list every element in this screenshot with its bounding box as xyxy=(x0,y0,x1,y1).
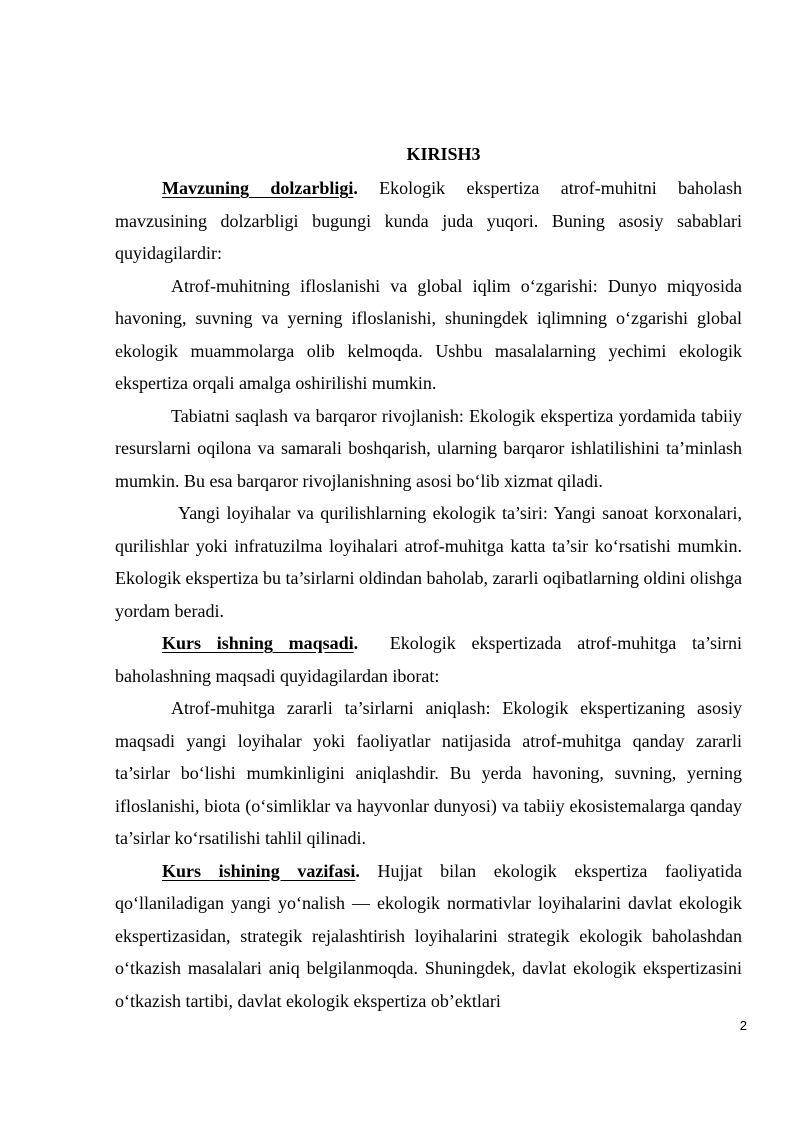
relevance-paragraph xyxy=(115,172,742,270)
new-projects-paragraph: Yangi loyihalar va qurilishlarning ekologik ta’siri: Yangi sanoat korxonalari, qurilishlar yoki infratuzilma loyihalari atrof-muhitga katta ta’sir ko‘rsatishi mumkin. Ekologik ekspertiza bu ta’sirlarni oldindan baholab, zararli oqibatlarning oldini olishga yordam beradi. xyxy=(115,503,742,621)
pollution-paragraph: Atrof-muhitning ifloslanishi va global iqlim o‘zgarishi: Dunyo miqyosida havoning, suvning va yerning ifloslanishi, shuningdek iqlimning o‘zgarishi global ekologik muammolarga olib kelmoqda. Ushbu masalalarning yechimi ekologik ekspertiza orqali amalga oshirilishi mumkin. xyxy=(115,275,742,393)
document-body xyxy=(115,140,747,1017)
task-text: Hujjat bilan ekologik ekspertiza faoliyatida qo‘llaniladigan yangi yo‘nalish — ekologik normativlar loyihalarini davlat ekologik ekspertizasidan, strategik rejalashtirish loyihalarini strategik ekologik baholashdan o‘tkazish masalalari aniq belgilanmoqda. Shuningdek, davlat ekologik ekspertizasini o‘tkazish tartibi, davlat ekologik ekspertiza ob’ektlari xyxy=(115,860,742,1011)
task-heading-dot: . xyxy=(355,860,360,881)
relevance-heading: Mavzuning dolzarbligi xyxy=(162,178,354,198)
goal-paragraph xyxy=(115,627,747,692)
goal-heading-dot: . xyxy=(353,633,359,653)
task-heading: Kurs ishining vazifasi xyxy=(162,860,356,881)
relevance-text: Ekologik ekspertiza atrof-muhitni baholash mavzusining dolzarbligi bugungi kunda juda yuqori. Buning asosiy sabablari quyidagilardir: xyxy=(115,178,742,263)
task-paragraph xyxy=(115,855,742,1018)
goal-heading: Kurs ishning maqsadi xyxy=(162,633,354,653)
harmful-effects-paragraph: Atrof-muhitga zararli ta’sirlarni aniqlash: Ekologik ekspertizaning asosiy maqsadi yangi loyihalar yoki faoliyatlar natijasida atrof-muhitga qanday zararli ta’sirlar bo‘lishi mumkinligini aniqlashdir. Bu yerda havoning, suvning, yerning ifloslanishi, biota (o‘simliklar va hayvonlar dunyosi) va tabiiy ekosistemalarga qanday ta’sirlar ko‘rsatilishi tahlil qilinadi. xyxy=(115,698,742,848)
page-number: 2 xyxy=(739,1018,747,1033)
goal-text: Ekologik ekspertizada atrof-muhitga ta’sirni baholashning maqsadi quyidagilardan iborat: xyxy=(115,633,747,686)
page-title: KIRISH3 xyxy=(406,144,481,164)
relevance-heading-dot: . xyxy=(353,178,358,198)
sustainability-paragraph: Tabiatni saqlash va barqaror rivojlanish: Ekologik ekspertiza yordamida tabiiy resurslarni oqilona va samarali boshqarish, ularning barqaror ishlatilishini ta’minlash mumkin. Bu esa barqaror rivojlanishning asosi bo‘lib xizmat qiladi. xyxy=(115,405,742,491)
